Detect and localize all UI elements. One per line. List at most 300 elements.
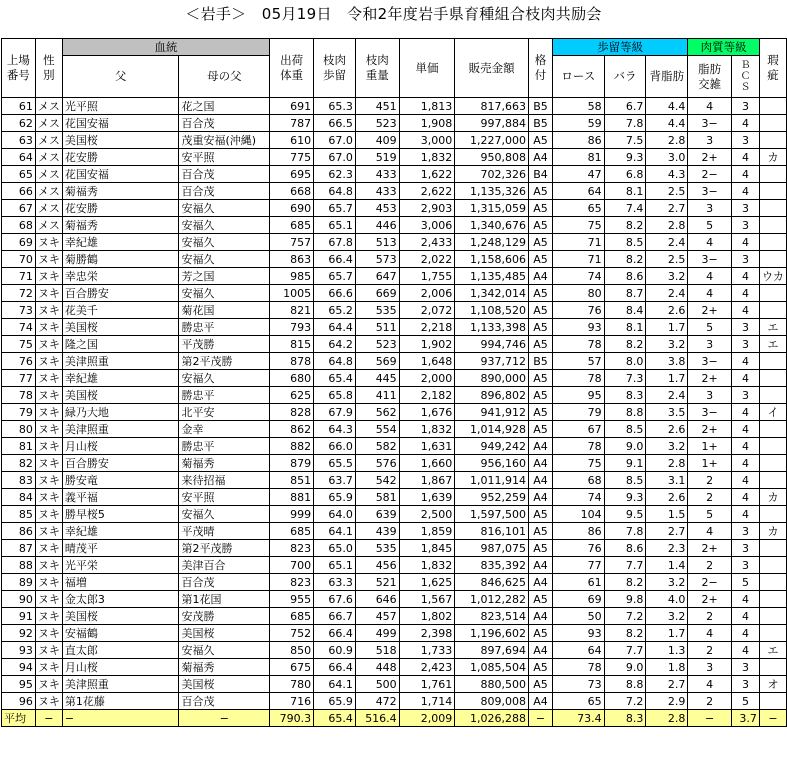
cell-grade: A5 bbox=[529, 217, 553, 234]
cell-ship-weight: 882 bbox=[270, 438, 314, 455]
cell-entry-no: 85 bbox=[2, 506, 36, 523]
avg-sales-amount: 1,026,288 bbox=[455, 710, 529, 727]
cell-rib: 9.3 bbox=[604, 489, 646, 506]
cell-sales-amount: 1,340,676 bbox=[455, 217, 529, 234]
cell-ship-weight: 610 bbox=[270, 132, 314, 149]
cell-loin: 78 bbox=[552, 336, 604, 353]
cell-defect: エ bbox=[759, 319, 786, 336]
cell-bcs: 4 bbox=[731, 302, 759, 319]
cell-sire: 緑乃大地 bbox=[62, 404, 179, 421]
cell-sire: 勝早桜5 bbox=[62, 506, 179, 523]
cell-backfat: 3.5 bbox=[646, 404, 688, 421]
cell-sales-amount: 987,075 bbox=[455, 540, 529, 557]
cell-marbling: 3− bbox=[688, 183, 732, 200]
cell-rib: 7.8 bbox=[604, 115, 646, 132]
cell-marbling: 3− bbox=[688, 353, 732, 370]
table-row bbox=[2, 132, 787, 149]
cell-sex: ヌキ bbox=[35, 370, 62, 387]
cell-carcass-weight: 576 bbox=[355, 455, 399, 472]
cell-defect bbox=[759, 115, 786, 132]
cell-bcs: 3 bbox=[731, 387, 759, 404]
average-row bbox=[2, 710, 787, 727]
cell-backfat: 3.2 bbox=[646, 438, 688, 455]
cell-rib: 8.1 bbox=[604, 183, 646, 200]
cell-grade: A5 bbox=[529, 506, 553, 523]
cell-entry-no: 91 bbox=[2, 608, 36, 625]
avg-defect: − bbox=[759, 710, 786, 727]
cell-sex: ヌキ bbox=[35, 353, 62, 370]
cell-unit-price: 2,433 bbox=[399, 234, 455, 251]
cell-entry-no: 87 bbox=[2, 540, 36, 557]
cell-sales-amount: 1,597,500 bbox=[455, 506, 529, 523]
table-row bbox=[2, 557, 787, 574]
cell-unit-price: 1,761 bbox=[399, 676, 455, 693]
avg-unit-price: 2,009 bbox=[399, 710, 455, 727]
cell-backfat: 3.2 bbox=[646, 336, 688, 353]
cell-grade: A5 bbox=[529, 285, 553, 302]
cell-marbling: 3− bbox=[688, 404, 732, 421]
cell-entry-no: 68 bbox=[2, 217, 36, 234]
cell-marbling: 3 bbox=[688, 387, 732, 404]
table-row bbox=[2, 98, 787, 115]
cell-dam-sire: 安福久 bbox=[179, 251, 270, 268]
avg-bcs: 3.7 bbox=[731, 710, 759, 727]
cell-backfat: 4.0 bbox=[646, 591, 688, 608]
cell-grade: A4 bbox=[529, 489, 553, 506]
cell-loin: 64 bbox=[552, 183, 604, 200]
cell-unit-price: 1,755 bbox=[399, 268, 455, 285]
cell-loin: 50 bbox=[552, 608, 604, 625]
cell-carcass-weight: 456 bbox=[355, 557, 399, 574]
cell-marbling: 2+ bbox=[688, 421, 732, 438]
cell-ship-weight: 1005 bbox=[270, 285, 314, 302]
cell-sire: 美津照重 bbox=[62, 421, 179, 438]
cell-bcs: 3 bbox=[731, 98, 759, 115]
cell-entry-no: 88 bbox=[2, 557, 36, 574]
cell-unit-price: 1,832 bbox=[399, 149, 455, 166]
cell-ship-weight: 999 bbox=[270, 506, 314, 523]
cell-rib: 9.5 bbox=[604, 506, 646, 523]
cell-unit-price: 1,639 bbox=[399, 489, 455, 506]
cell-ship-weight: 668 bbox=[270, 183, 314, 200]
cell-loin: 69 bbox=[552, 591, 604, 608]
cell-yield-rate: 67.0 bbox=[314, 132, 356, 149]
cell-sex: ヌキ bbox=[35, 540, 62, 557]
cell-marbling: 2 bbox=[688, 693, 732, 710]
cell-bcs: 3 bbox=[731, 659, 759, 676]
cell-bcs: 4 bbox=[731, 472, 759, 489]
carcass-results-table bbox=[1, 38, 787, 727]
header-loin: ロース bbox=[552, 56, 604, 98]
cell-bcs: 5 bbox=[731, 693, 759, 710]
cell-entry-no: 90 bbox=[2, 591, 36, 608]
cell-sex: ヌキ bbox=[35, 625, 62, 642]
cell-ship-weight: 691 bbox=[270, 98, 314, 115]
cell-dam-sire: 美国桜 bbox=[179, 676, 270, 693]
cell-backfat: 2.7 bbox=[646, 676, 688, 693]
cell-ship-weight: 690 bbox=[270, 200, 314, 217]
header-bloodline: 血統 bbox=[62, 39, 269, 56]
cell-bcs: 3 bbox=[731, 251, 759, 268]
cell-bcs: 4 bbox=[731, 115, 759, 132]
cell-loin: 86 bbox=[552, 523, 604, 540]
cell-grade: A4 bbox=[529, 438, 553, 455]
cell-bcs: 4 bbox=[731, 591, 759, 608]
cell-sire: 隆之国 bbox=[62, 336, 179, 353]
cell-grade: A4 bbox=[529, 472, 553, 489]
cell-marbling: 2+ bbox=[688, 370, 732, 387]
table-row bbox=[2, 642, 787, 659]
cell-entry-no: 70 bbox=[2, 251, 36, 268]
cell-defect bbox=[759, 353, 786, 370]
cell-ship-weight: 685 bbox=[270, 608, 314, 625]
cell-grade: A4 bbox=[529, 149, 553, 166]
cell-rib: 8.8 bbox=[604, 404, 646, 421]
cell-loin: 71 bbox=[552, 234, 604, 251]
cell-marbling: 5 bbox=[688, 217, 732, 234]
cell-bcs: 3 bbox=[731, 217, 759, 234]
cell-ship-weight: 823 bbox=[270, 574, 314, 591]
cell-dam-sire: 菊福秀 bbox=[179, 455, 270, 472]
cell-bcs: 3 bbox=[731, 319, 759, 336]
cell-yield-rate: 65.2 bbox=[314, 302, 356, 319]
cell-defect: カ bbox=[759, 523, 786, 540]
cell-carcass-weight: 562 bbox=[355, 404, 399, 421]
cell-rib: 8.1 bbox=[604, 319, 646, 336]
cell-yield-rate: 64.8 bbox=[314, 353, 356, 370]
cell-loin: 74 bbox=[552, 489, 604, 506]
cell-dam-sire: 来待招福 bbox=[179, 472, 270, 489]
cell-sire: 美国桜 bbox=[62, 608, 179, 625]
cell-loin: 65 bbox=[552, 693, 604, 710]
cell-sex: ヌキ bbox=[35, 268, 62, 285]
cell-loin: 95 bbox=[552, 387, 604, 404]
cell-sire: 幸紀雄 bbox=[62, 523, 179, 540]
cell-sales-amount: 880,500 bbox=[455, 676, 529, 693]
cell-sales-amount: 1,085,504 bbox=[455, 659, 529, 676]
cell-sales-amount: 846,625 bbox=[455, 574, 529, 591]
cell-dam-sire: 安福久 bbox=[179, 642, 270, 659]
cell-dam-sire: 美国桜 bbox=[179, 625, 270, 642]
cell-sire: 百合勝安 bbox=[62, 455, 179, 472]
cell-rib: 8.8 bbox=[604, 676, 646, 693]
cell-sire: 花安勝 bbox=[62, 149, 179, 166]
cell-ship-weight: 757 bbox=[270, 234, 314, 251]
cell-defect bbox=[759, 285, 786, 302]
table-row bbox=[2, 166, 787, 183]
cell-grade: B5 bbox=[529, 115, 553, 132]
header-yield-rate: 枝肉 歩留 bbox=[314, 39, 356, 98]
cell-backfat: 1.4 bbox=[646, 557, 688, 574]
cell-loin: 65 bbox=[552, 200, 604, 217]
cell-dam-sire: 茂重安福(沖縄) bbox=[179, 132, 270, 149]
cell-sex: ヌキ bbox=[35, 523, 62, 540]
cell-backfat: 2.3 bbox=[646, 540, 688, 557]
cell-ship-weight: 685 bbox=[270, 217, 314, 234]
cell-sales-amount: 949,242 bbox=[455, 438, 529, 455]
table-row bbox=[2, 659, 787, 676]
cell-unit-price: 2,006 bbox=[399, 285, 455, 302]
cell-dam-sire: 安福久 bbox=[179, 285, 270, 302]
cell-marbling: 2− bbox=[688, 574, 732, 591]
cell-rib: 6.8 bbox=[604, 166, 646, 183]
cell-bcs: 3 bbox=[731, 557, 759, 574]
cell-sales-amount: 809,008 bbox=[455, 693, 529, 710]
cell-backfat: 2.6 bbox=[646, 421, 688, 438]
cell-bcs: 4 bbox=[731, 404, 759, 421]
avg-loin: 73.4 bbox=[552, 710, 604, 727]
cell-entry-no: 83 bbox=[2, 472, 36, 489]
cell-rib: 8.6 bbox=[604, 540, 646, 557]
cell-rib: 8.5 bbox=[604, 421, 646, 438]
cell-carcass-weight: 439 bbox=[355, 523, 399, 540]
table-row bbox=[2, 149, 787, 166]
cell-rib: 8.5 bbox=[604, 234, 646, 251]
cell-entry-no: 96 bbox=[2, 693, 36, 710]
cell-bcs: 4 bbox=[731, 268, 759, 285]
table-row bbox=[2, 540, 787, 557]
cell-yield-rate: 67.8 bbox=[314, 234, 356, 251]
cell-entry-no: 67 bbox=[2, 200, 36, 217]
table-row bbox=[2, 336, 787, 353]
cell-sire: 安福鶴 bbox=[62, 625, 179, 642]
cell-loin: 77 bbox=[552, 557, 604, 574]
cell-backfat: 2.4 bbox=[646, 285, 688, 302]
cell-sire: 直太郎 bbox=[62, 642, 179, 659]
cell-grade: A4 bbox=[529, 693, 553, 710]
cell-carcass-weight: 569 bbox=[355, 353, 399, 370]
cell-loin: 59 bbox=[552, 115, 604, 132]
cell-grade: B5 bbox=[529, 98, 553, 115]
cell-marbling: 4 bbox=[688, 268, 732, 285]
cell-carcass-weight: 513 bbox=[355, 234, 399, 251]
cell-entry-no: 63 bbox=[2, 132, 36, 149]
cell-unit-price: 1,648 bbox=[399, 353, 455, 370]
cell-backfat: 1.7 bbox=[646, 625, 688, 642]
cell-sire: 月山桜 bbox=[62, 659, 179, 676]
cell-carcass-weight: 472 bbox=[355, 693, 399, 710]
cell-yield-rate: 64.0 bbox=[314, 506, 356, 523]
cell-carcass-weight: 523 bbox=[355, 336, 399, 353]
cell-entry-no: 78 bbox=[2, 387, 36, 404]
cell-yield-rate: 60.9 bbox=[314, 642, 356, 659]
cell-sire: 光平栄 bbox=[62, 557, 179, 574]
cell-carcass-weight: 573 bbox=[355, 251, 399, 268]
cell-bcs: 5 bbox=[731, 574, 759, 591]
cell-marbling: 2 bbox=[688, 489, 732, 506]
cell-sales-amount: 890,000 bbox=[455, 370, 529, 387]
cell-dam-sire: 百合茂 bbox=[179, 693, 270, 710]
cell-sales-amount: 937,712 bbox=[455, 353, 529, 370]
cell-backfat: 2.6 bbox=[646, 302, 688, 319]
cell-sales-amount: 1,011,914 bbox=[455, 472, 529, 489]
cell-defect bbox=[759, 217, 786, 234]
cell-carcass-weight: 500 bbox=[355, 676, 399, 693]
cell-defect bbox=[759, 132, 786, 149]
cell-marbling: 3 bbox=[688, 659, 732, 676]
table-row bbox=[2, 472, 787, 489]
table-row bbox=[2, 625, 787, 642]
cell-marbling: 4 bbox=[688, 98, 732, 115]
cell-ship-weight: 881 bbox=[270, 489, 314, 506]
cell-loin: 86 bbox=[552, 132, 604, 149]
table-row bbox=[2, 421, 787, 438]
cell-entry-no: 80 bbox=[2, 421, 36, 438]
cell-loin: 64 bbox=[552, 642, 604, 659]
cell-dam-sire: 芳之国 bbox=[179, 268, 270, 285]
cell-grade: A5 bbox=[529, 319, 553, 336]
table-row bbox=[2, 268, 787, 285]
cell-sales-amount: 941,912 bbox=[455, 404, 529, 421]
cell-unit-price: 1,660 bbox=[399, 455, 455, 472]
cell-unit-price: 2,182 bbox=[399, 387, 455, 404]
cell-entry-no: 77 bbox=[2, 370, 36, 387]
table-row bbox=[2, 200, 787, 217]
cell-loin: 93 bbox=[552, 319, 604, 336]
cell-sales-amount: 950,808 bbox=[455, 149, 529, 166]
cell-grade: A4 bbox=[529, 455, 553, 472]
cell-grade: A5 bbox=[529, 370, 553, 387]
cell-unit-price: 2,398 bbox=[399, 625, 455, 642]
cell-bcs: 4 bbox=[731, 642, 759, 659]
cell-defect bbox=[759, 251, 786, 268]
header-rib: バラ bbox=[604, 56, 646, 98]
cell-unit-price: 1,676 bbox=[399, 404, 455, 421]
cell-ship-weight: 828 bbox=[270, 404, 314, 421]
cell-backfat: 3.2 bbox=[646, 574, 688, 591]
cell-grade: A4 bbox=[529, 268, 553, 285]
cell-yield-rate: 65.7 bbox=[314, 200, 356, 217]
avg-sire: − bbox=[62, 710, 179, 727]
cell-sire: 菊勝鶴 bbox=[62, 251, 179, 268]
cell-rib: 8.2 bbox=[604, 217, 646, 234]
cell-backfat: 4.4 bbox=[646, 98, 688, 115]
cell-ship-weight: 955 bbox=[270, 591, 314, 608]
cell-carcass-weight: 433 bbox=[355, 183, 399, 200]
cell-ship-weight: 752 bbox=[270, 625, 314, 642]
cell-unit-price: 1,733 bbox=[399, 642, 455, 659]
cell-loin: 78 bbox=[552, 438, 604, 455]
cell-carcass-weight: 519 bbox=[355, 149, 399, 166]
cell-dam-sire: 勝忠平 bbox=[179, 319, 270, 336]
cell-backfat: 2.7 bbox=[646, 200, 688, 217]
cell-dam-sire: 安福久 bbox=[179, 234, 270, 251]
cell-dam-sire: 平茂勝 bbox=[179, 336, 270, 353]
cell-sex: ヌキ bbox=[35, 489, 62, 506]
cell-grade: A4 bbox=[529, 574, 553, 591]
cell-entry-no: 75 bbox=[2, 336, 36, 353]
cell-sales-amount: 823,514 bbox=[455, 608, 529, 625]
cell-sex: ヌキ bbox=[35, 251, 62, 268]
cell-carcass-weight: 446 bbox=[355, 217, 399, 234]
table-row bbox=[2, 455, 787, 472]
header-dam-sire: 母の父 bbox=[179, 56, 270, 98]
cell-defect bbox=[759, 302, 786, 319]
cell-dam-sire: 金幸 bbox=[179, 421, 270, 438]
cell-sales-amount: 1,315,059 bbox=[455, 200, 529, 217]
cell-bcs: 4 bbox=[731, 506, 759, 523]
cell-loin: 58 bbox=[552, 98, 604, 115]
cell-unit-price: 2,622 bbox=[399, 183, 455, 200]
cell-sales-amount: 1,014,928 bbox=[455, 421, 529, 438]
cell-backfat: 2.9 bbox=[646, 693, 688, 710]
cell-dam-sire: 安福久 bbox=[179, 370, 270, 387]
cell-sire: 花国安福 bbox=[62, 115, 179, 132]
cell-dam-sire: 第2平茂勝 bbox=[179, 353, 270, 370]
cell-unit-price: 2,022 bbox=[399, 251, 455, 268]
cell-defect bbox=[759, 557, 786, 574]
cell-entry-no: 61 bbox=[2, 98, 36, 115]
cell-defect bbox=[759, 234, 786, 251]
table-row bbox=[2, 183, 787, 200]
cell-rib: 9.0 bbox=[604, 659, 646, 676]
cell-yield-rate: 65.3 bbox=[314, 98, 356, 115]
cell-sex: ヌキ bbox=[35, 642, 62, 659]
cell-defect bbox=[759, 200, 786, 217]
cell-marbling: 2 bbox=[688, 557, 732, 574]
table-row bbox=[2, 115, 787, 132]
cell-bcs: 4 bbox=[731, 149, 759, 166]
cell-yield-rate: 64.4 bbox=[314, 319, 356, 336]
cell-sex: メス bbox=[35, 115, 62, 132]
cell-unit-price: 2,218 bbox=[399, 319, 455, 336]
cell-entry-no: 95 bbox=[2, 676, 36, 693]
cell-sales-amount: 1,108,520 bbox=[455, 302, 529, 319]
cell-unit-price: 2,423 bbox=[399, 659, 455, 676]
cell-bcs: 4 bbox=[731, 183, 759, 200]
cell-ship-weight: 685 bbox=[270, 523, 314, 540]
cell-sales-amount: 702,326 bbox=[455, 166, 529, 183]
cell-rib: 9.8 bbox=[604, 591, 646, 608]
cell-yield-rate: 64.1 bbox=[314, 523, 356, 540]
cell-loin: 71 bbox=[552, 251, 604, 268]
cell-marbling: 4 bbox=[688, 285, 732, 302]
cell-defect bbox=[759, 506, 786, 523]
cell-loin: 93 bbox=[552, 625, 604, 642]
cell-loin: 57 bbox=[552, 353, 604, 370]
cell-sales-amount: 1,158,606 bbox=[455, 251, 529, 268]
cell-sales-amount: 1,135,326 bbox=[455, 183, 529, 200]
cell-unit-price: 1,625 bbox=[399, 574, 455, 591]
cell-bcs: 3 bbox=[731, 336, 759, 353]
cell-ship-weight: 787 bbox=[270, 115, 314, 132]
cell-yield-rate: 67.0 bbox=[314, 149, 356, 166]
table-row bbox=[2, 217, 787, 234]
cell-defect: エ bbox=[759, 642, 786, 659]
cell-sales-amount: 816,101 bbox=[455, 523, 529, 540]
cell-rib: 9.3 bbox=[604, 149, 646, 166]
cell-yield-rate: 66.4 bbox=[314, 625, 356, 642]
table-row bbox=[2, 353, 787, 370]
cell-sire: 勝安竜 bbox=[62, 472, 179, 489]
cell-grade: A4 bbox=[529, 608, 553, 625]
cell-entry-no: 65 bbox=[2, 166, 36, 183]
header-marbling: 脂肪 交雑 bbox=[688, 56, 732, 98]
cell-sex: ヌキ bbox=[35, 285, 62, 302]
cell-yield-rate: 66.7 bbox=[314, 608, 356, 625]
header-carcass-weight: 枝肉 重量 bbox=[355, 39, 399, 98]
avg-backfat: 2.8 bbox=[646, 710, 688, 727]
header-backfat: 背脂肪 bbox=[646, 56, 688, 98]
cell-ship-weight: 700 bbox=[270, 557, 314, 574]
cell-sales-amount: 1,012,282 bbox=[455, 591, 529, 608]
cell-rib: 8.7 bbox=[604, 285, 646, 302]
cell-entry-no: 66 bbox=[2, 183, 36, 200]
cell-sex: ヌキ bbox=[35, 302, 62, 319]
cell-unit-price: 1,845 bbox=[399, 540, 455, 557]
avg-rib: 8.3 bbox=[604, 710, 646, 727]
cell-rib: 8.3 bbox=[604, 387, 646, 404]
